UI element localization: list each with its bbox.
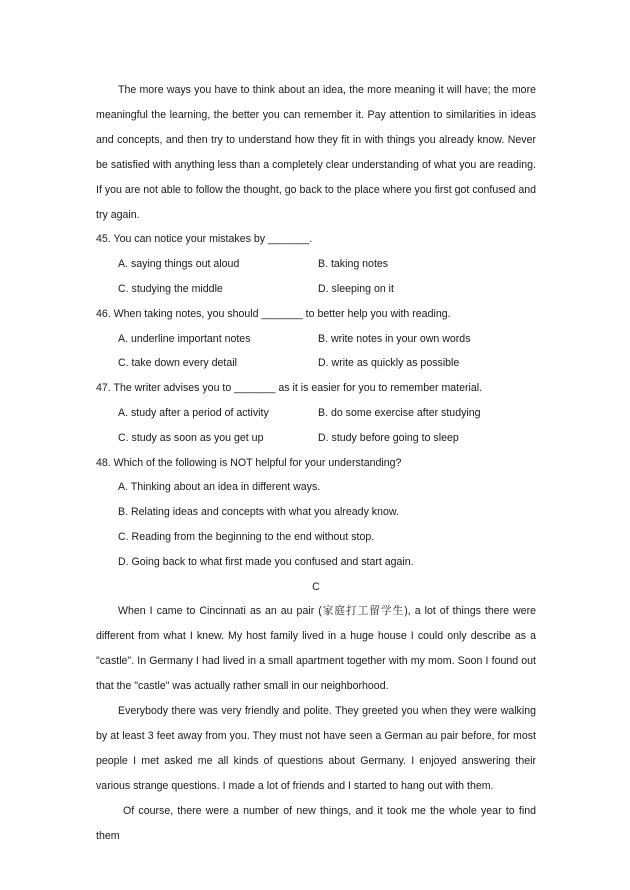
option-a: A. saying things out aloud — [118, 258, 240, 271]
option-a: A. study after a period of activity — [118, 407, 269, 420]
option-c: C. Reading from the beginning to the end without stop. — [118, 531, 375, 543]
option-d: D. Going back to what first made you confused and start again. — [118, 555, 414, 568]
question-47 — [96, 376, 536, 450]
question-46 — [96, 302, 536, 376]
option-c: C. studying the middle — [118, 283, 223, 296]
option-d: D. study before going to sleep — [318, 431, 459, 444]
passage-b-paragraph: The more ways you have to think about an idea, the more meaning it will have; the more meaningful the learning, the better you can remember it. Pay attention to similarities in ideas and concepts, and then try to understand how they fit in with things you already know. Never be satisfied with anything less than a completely clear understanding of what you are reading. If you are not able to follow the thought, go back to the place where you first got confused and try again. — [96, 84, 536, 221]
question-stem: 48. Which of the following is NOT helpful for your understanding? — [96, 456, 402, 469]
option-a: A. Thinking about an idea in different ways. — [118, 481, 321, 494]
option-b: B. Relating ideas and concepts with what you already know. — [118, 506, 399, 519]
option-d: D. sleeping on it — [318, 283, 394, 296]
option-b: B. taking notes — [318, 258, 389, 271]
question-stem: 47. The writer advises you to _______ as it is easier for you to remember material. — [96, 382, 483, 395]
section-heading: C — [312, 580, 320, 593]
option-a: A. underline important notes — [118, 332, 251, 345]
passage-c-paragraph-1: When I came to Cincinnati as an au pair (家庭打工留学生), a lot of things there were different from what I knew. My host family lived in a huge house I could only describe as a "castle". In Germany I had lived in a small apartment together with my mom. Soon I found out that the "castle" was actually rather small in our neighborhood. — [96, 605, 536, 693]
question-48 — [96, 451, 536, 575]
option-b: B. do some exercise after studying — [318, 407, 481, 420]
option-d: D. write as quickly as possible — [318, 357, 460, 370]
exam-page — [96, 78, 536, 848]
option-c: C. take down every detail — [118, 357, 237, 370]
option-b: B. write notes in your own words — [318, 332, 471, 345]
question-stem: 46. When taking notes, you should _______ to better help you with reading. — [96, 307, 451, 320]
question-45 — [96, 227, 536, 301]
passage-c-paragraph-3: Of course, there were a number of new things, and it took me the whole year to find them — [96, 804, 536, 842]
question-stem: 45. You can notice your mistakes by _______. — [96, 233, 313, 246]
option-c: C. study as soon as you get up — [118, 431, 264, 444]
passage-c-paragraph-2: Everybody there was very friendly and polite. They greeted you when they were walking by at least 3 feet away from you. They must not have seen a German au pair before, for most people I met asked me all kinds of questions about Germany. I enjoyed answering their various strange questions. I made a lot of friends and I started to hang out with them. — [96, 705, 536, 792]
